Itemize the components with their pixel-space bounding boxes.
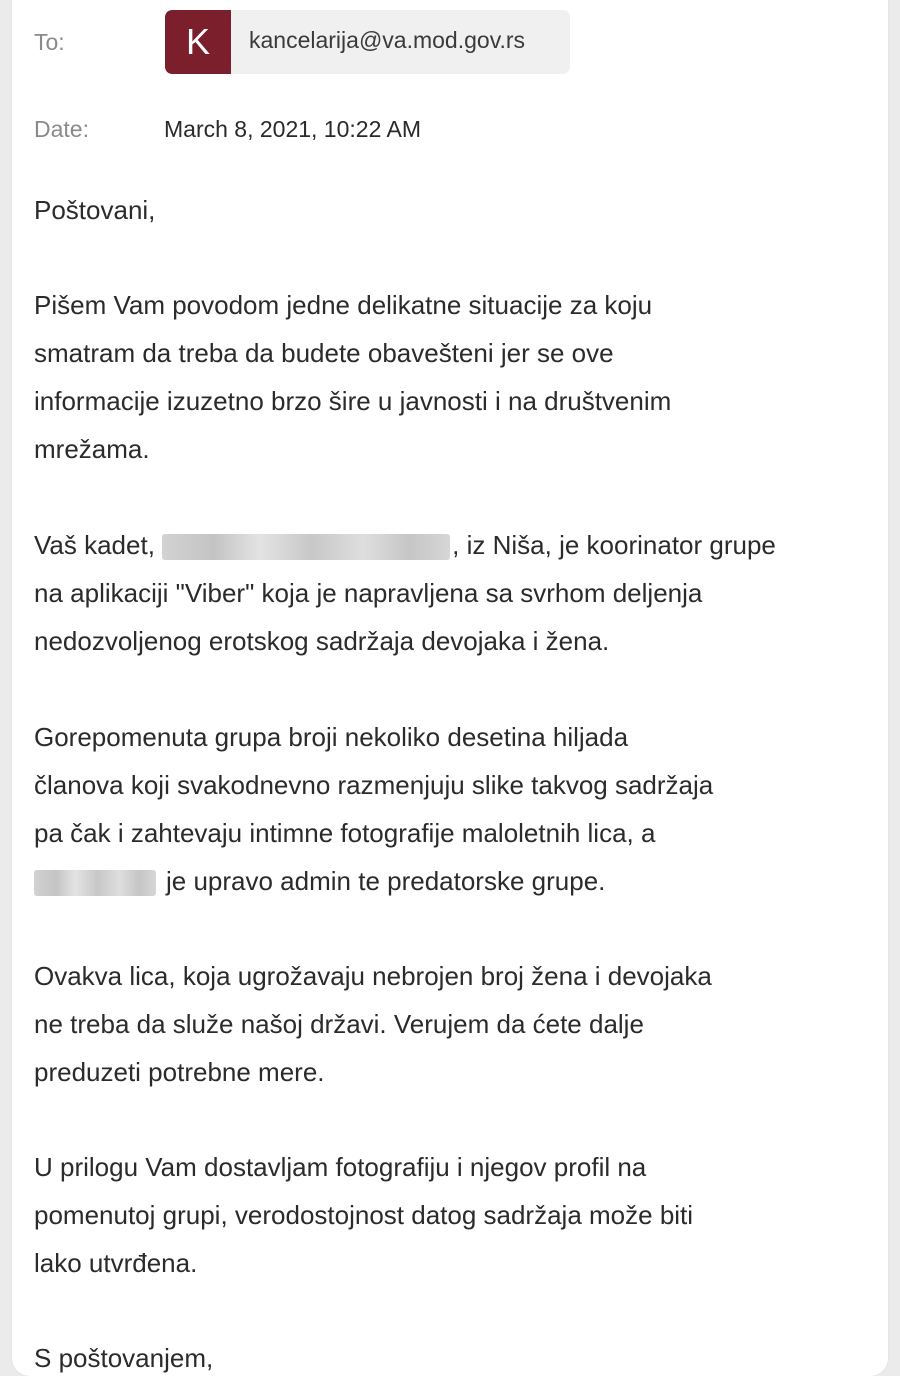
paragraph-5-line: pomenutoj grupi, verodostojnost datog sadržaja može biti	[34, 1200, 694, 1230]
recipient-avatar: K	[165, 10, 231, 74]
redacted-name-blur	[162, 534, 450, 560]
paragraph-1-line: informacije izuzetno brzo šire u javnosti i na društvenim	[34, 386, 672, 416]
date-value: March 8, 2021, 10:22 AM	[164, 116, 421, 142]
paragraph-4-line: preduzeti potrebne mere.	[34, 1057, 325, 1087]
paragraph-3-line: članova koji svakodnevno razmenjuju slike takvog sadržaja	[34, 770, 714, 800]
paragraph-2-line: na aplikaciji "Viber" koja je napravljena sa svrhom deljenja	[34, 578, 703, 608]
paragraph-3-line	[34, 866, 605, 896]
paragraph-1-line: Pišem Vam povodom jedne delikatne situacije za koju	[34, 290, 653, 320]
redacted-name-blur	[34, 870, 156, 896]
closing: S poštovanjem,	[34, 1343, 214, 1373]
paragraph-2-text-after: , iz Niša, je koorinator grupe	[452, 530, 776, 560]
paragraph-4-line: Ovakva lica, koja ugrožavaju nebrojen broj žena i devojaka	[34, 961, 712, 991]
paragraph-3-line: pa čak i zahtevaju intimne fotografije maloletnih lica, a	[34, 818, 656, 848]
paragraph-4-line: ne treba da služe našoj državi. Verujem da ćete dalje	[34, 1009, 644, 1039]
recipient-email: kancelarija@va.mod.gov.rs	[249, 27, 526, 53]
date-label: Date:	[34, 116, 89, 142]
paragraph-2-line: nedozvoljenog erotskog sadržaja devojaka i žena.	[34, 626, 610, 656]
to-label: To:	[34, 29, 65, 55]
paragraph-3-text-after: je upravo admin te predatorske grupe.	[166, 866, 606, 896]
paragraph-5-line: lako utvrđena.	[34, 1248, 198, 1278]
paragraph-1-line: smatram da treba da budete obavešteni jer se ove	[34, 338, 614, 368]
paragraph-3-line: Gorepomenuta grupa broji nekoliko desetina hiljada	[34, 722, 629, 752]
recipient-chip[interactable]	[165, 10, 570, 74]
paragraph-5-line: U prilogu Vam dostavljam fotografiju i njegov profil na	[34, 1152, 647, 1182]
paragraph-1-line: mrežama.	[34, 434, 150, 464]
paragraph-2-line	[34, 530, 776, 560]
email-message	[12, 0, 888, 1376]
paragraph-2-text-before: Vaš kadet,	[34, 530, 155, 560]
greeting: Poštovani,	[34, 195, 156, 225]
